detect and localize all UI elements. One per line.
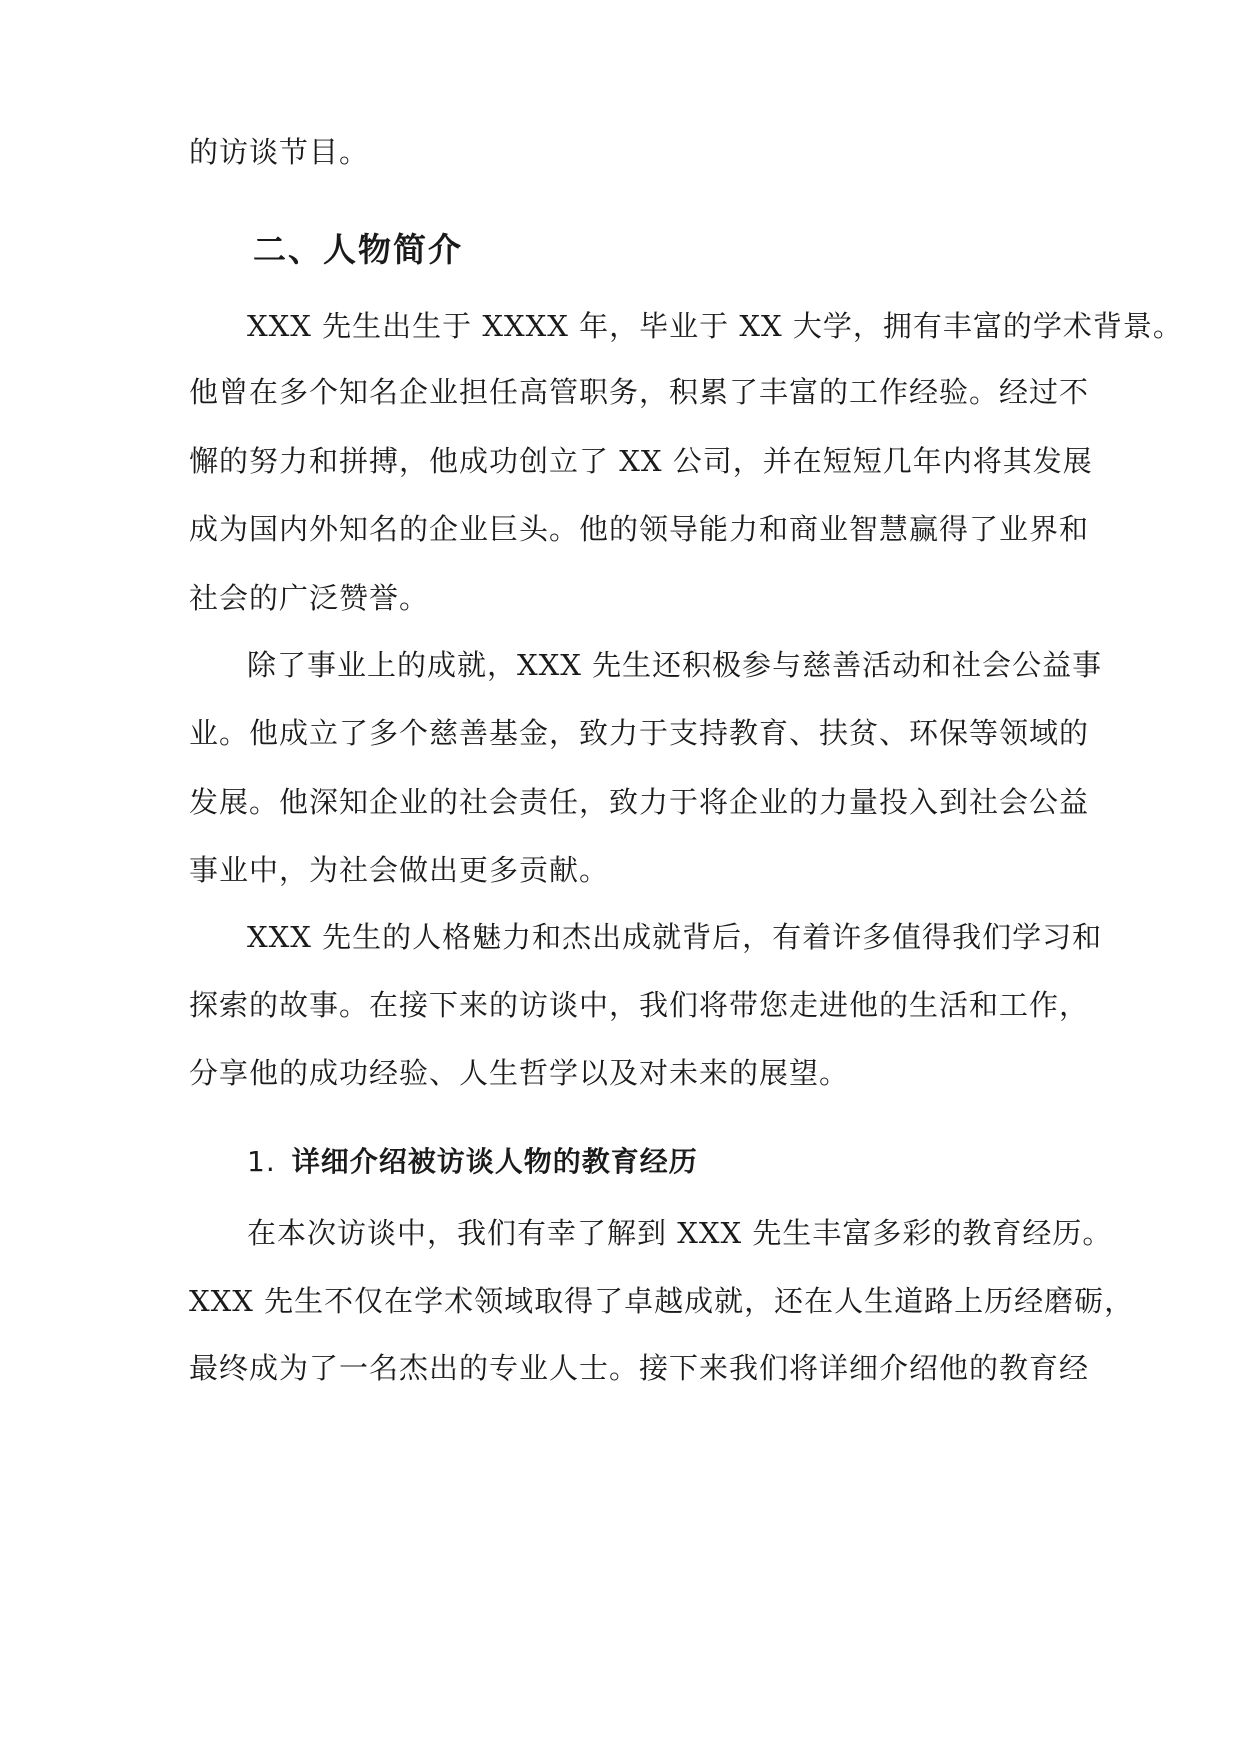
paragraph-line: 事业中，为社会做出更多贡献。 xyxy=(189,853,610,887)
paragraph-line: 懈的努力和拼搏，他成功创立了 XX 公司，并在短短几年内将其发展 xyxy=(189,444,1093,478)
paragraph-line: 业。他成立了多个慈善基金，致力于支持教育、扶贫、环保等领域的 xyxy=(189,716,1090,750)
paragraph-line: XXX 先生的人格魅力和杰出成就背后，有着许多值得我们学习和 xyxy=(247,920,1103,954)
paragraph-line: 的访谈节目。 xyxy=(189,135,370,169)
paragraph-line: 在本次访谈中，我们有幸了解到 XXX 先生丰富多彩的教育经历。 xyxy=(247,1216,1113,1250)
section-heading: 二、人物简介 xyxy=(253,230,463,269)
paragraph-line: 探索的故事。在接下来的访谈中，我们将带您走进他的生活和工作， xyxy=(189,988,1090,1022)
paragraph-line: 除了事业上的成就，XXX 先生还积极参与慈善活动和社会公益事 xyxy=(247,648,1103,682)
paragraph-line: XXX 先生不仅在学术领域取得了卓越成就，还在人生道路上历经磨砺， xyxy=(189,1284,1135,1318)
paragraph-line: 发展。他深知企业的社会责任，致力于将企业的力量投入到社会公益 xyxy=(189,785,1090,819)
paragraph-line: 他曾在多个知名企业担任高管职务，积累了丰富的工作经验。经过不 xyxy=(189,375,1090,409)
paragraph-line: 社会的广泛赞誉。 xyxy=(189,581,430,615)
paragraph-line: 分享他的成功经验、人生哲学以及对未来的展望。 xyxy=(189,1056,850,1090)
paragraph-line: XXX 先生出生于 XXXX 年，毕业于 XX 大学，拥有丰富的学术背景。 xyxy=(247,309,1183,343)
subsection-heading xyxy=(247,1142,698,1182)
subsection-number: 1. xyxy=(247,1145,276,1178)
paragraph-line: 最终成为了一名杰出的专业人士。接下来我们将详细介绍他的教育经 xyxy=(189,1351,1090,1385)
paragraph-line: 成为国内外知名的企业巨头。他的领导能力和商业智慧赢得了业界和 xyxy=(189,512,1090,546)
subsection-title: 详细介绍被访谈人物的教育经历 xyxy=(291,1145,698,1178)
